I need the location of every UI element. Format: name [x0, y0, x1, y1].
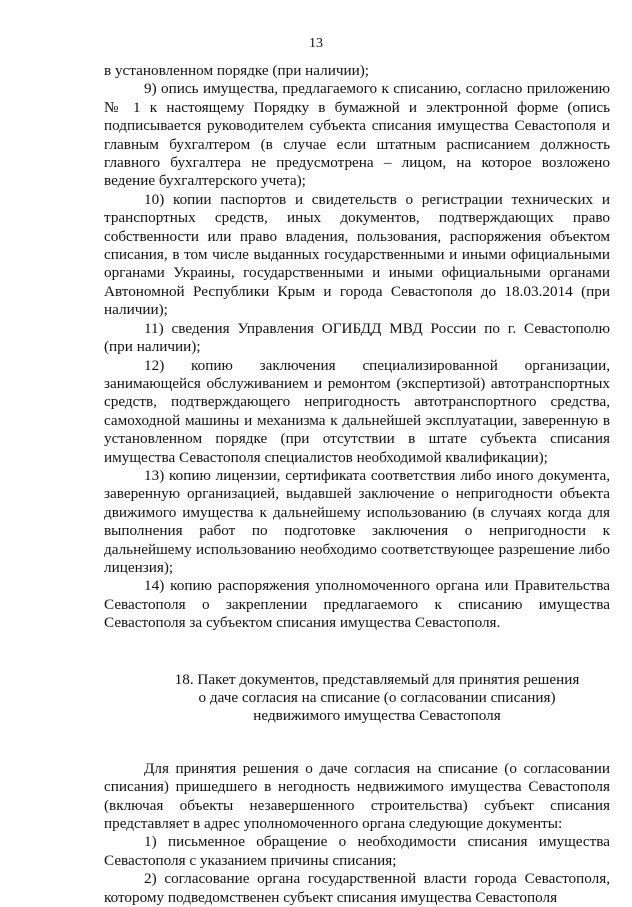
list-item-9: 9) опись имущества, предлагаемого к списанию, согласно приложению № 1 к настоящему Порядку в бумажной и электронной форме (опись подписывается руководителем субъекта списания имущества Севастополя и главным бухгалтером (в случае если штатным расписанием должность главного бухгалтера не предусмотрена – лицом, на которое возложено ведение бухгалтерского учета); [104, 80, 610, 190]
list-item-11: 11) сведения Управления ОГИБДД МВД России по г. Севастополю (при наличии); [104, 319, 610, 356]
list-item-10: 10) копии паспортов и свидетельств о регистрации технических и транспортных средств, иных документов, подтверждающих право собственности или право владения, пользования, распоряжения объектом списания, в том числе выданных государственными и иными официальными органами Украины, государственными и иными официальными органами Автономной Республики Крым и города Севастополя до 18.03.2014 (при наличии); [104, 190, 610, 319]
document-body [104, 62, 610, 907]
section-heading-line-1: 18. Пакет документов, представляемый для принятия решения [174, 670, 580, 688]
section-list-item-1: 1) письменное обращение о необходимости списания имущества Севастополя с указанием причины списания; [104, 833, 610, 869]
section-heading-line-3: недвижимого имущества Севастополя [253, 707, 501, 725]
list-item-12: 12) копию заключения специализированной организации, занимающейся обслуживанием и ремонтом (экспертизой) автотранспортных средств, подтверждающего непригодность автотранспортного средства, самоходной машины и механизма к дальнейшей эксплуатации, заверенную в установленном порядке (при отсутствии в штате субъекта списания имущества Севастополя специалистов необходимой квалификации); [104, 356, 610, 466]
section-heading [104, 671, 610, 726]
list-item-13: 13) копию лицензии, сертификата соответствия либо иного документа, заверенную организацией, выдавшей заключение о непригодности объекта движимого имущества к дальнейшему использованию (в случаях когда для выполнения работ по подготовке заключения о непригодности к дальнейшему использованию необходимо соответствующее разрешение либо лицензия); [104, 466, 610, 576]
page-number: 13 [309, 36, 323, 51]
section-list-item-2: 2) согласование органа государственной власти города Севастополя, которому подведомственен субъект списания имущества Севастополя [104, 870, 610, 906]
paragraph-continuation: в установленном порядке (при наличии); [104, 62, 369, 79]
section-heading-line-2: о даче согласия на списание (о согласовании списания) [198, 689, 556, 706]
section-intro-paragraph: Для принятия решения о даче согласия на списание (о согласовании списания) пришедшего в негодность недвижимого имущества Севастополя (включая объекты незавершенного строительства) субъект списания представляет в адрес уполномоченного органа следующие документы: [104, 759, 610, 833]
list-item-14: 14) копию распоряжения уполномоченного органа или Правительства Севастополя о закреплении предлагаемого к списанию имущества Севастополя за субъектом списания имущества Севастополя. [104, 577, 610, 632]
